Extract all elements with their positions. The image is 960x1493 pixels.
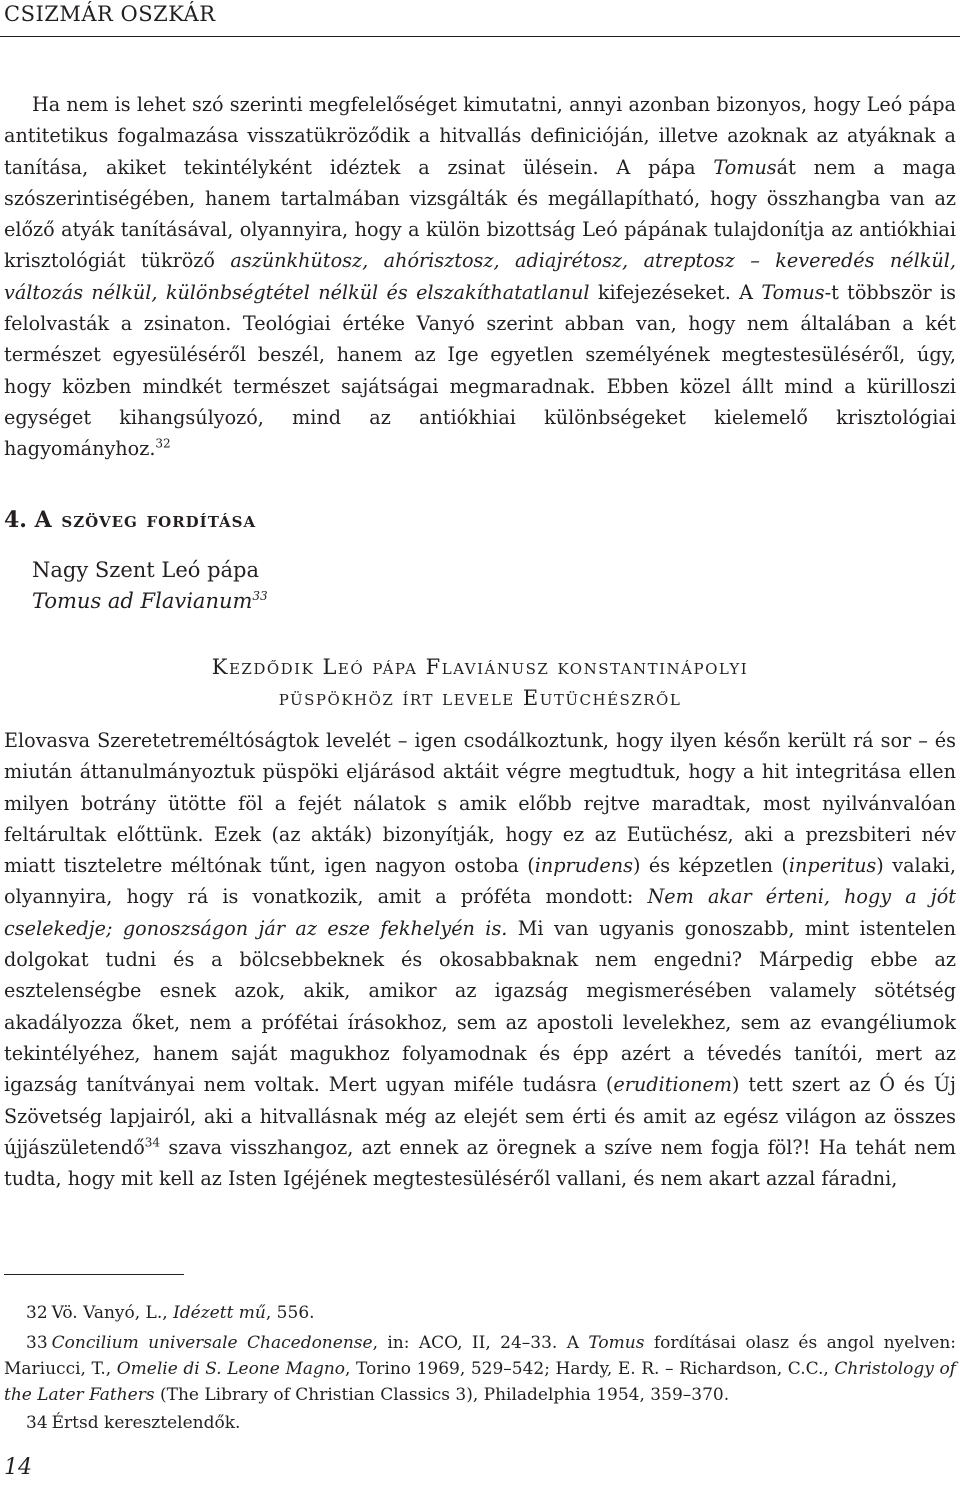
footnote-italic: Christology of the Later Fathers bbox=[4, 1359, 956, 1405]
p2-text-1: Elovasva Szeretetreméltóságtok levelét – igen csodálkoztunk, hogy ilyen későn került rá sor – és miután áttanulmányoztuk püspöki eljárásod aktáit végre megtudtuk, hogy a hit integritása ellen milyen botrány ütötte föl a fejét nálatok s amik előbb rejtve maradtak, most nyilvánvalóan feltárultak előttünk. Ezek (az akták) bizonyítják, hogy ez az Eutüchész, aki a prezsbiteri név miatt tiszteletre méltónak tűnt, igen nagyon ostoba ( bbox=[4, 729, 956, 878]
footnote-number: 33 bbox=[26, 1333, 48, 1353]
footnote-italic: Tomus bbox=[588, 1333, 645, 1353]
footnote-ref-34[interactable]: 34 bbox=[144, 1135, 161, 1150]
footnote-32 bbox=[26, 1300, 956, 1326]
p2-italic-inprudens: inprudens bbox=[534, 854, 633, 878]
footnote-italic: Concilium universale Chacedonense bbox=[51, 1333, 373, 1353]
footnote-text: , in: ACO, II, 24–33. A bbox=[372, 1333, 589, 1353]
p2-text-2: ) és képzetlen ( bbox=[632, 854, 789, 878]
p1-text-1: Ha nem is lehet szó szerinti megfelelőséget kimutatni, annyi azonban bizonyos, hogy Leó pápa antitetikus fogalmazása visszatükröződik a hitvallás definicióján, illetve azoknak az atyáknak a tanítása, akiket tekintélyként idéztek a zsinat ülésein. A pápa bbox=[4, 93, 956, 179]
section-heading bbox=[4, 507, 256, 533]
p1-italic-tomus-2: Tomus bbox=[761, 280, 825, 304]
footnote-text: fordításai olasz és angol nyelven: Mariucci, T., bbox=[4, 1333, 956, 1379]
footnote-33 bbox=[4, 1330, 956, 1408]
section-title: A szöveg fordítása bbox=[34, 507, 257, 533]
p2-text-3: ) valaki, olyannyira, hogy rá is vonatkozik, amit a próféta mondott: bbox=[4, 854, 956, 909]
running-header: CSIZMÁR OSZKÁR bbox=[4, 2, 216, 26]
p1-text-4: -t többször is felolvasták a zsinaton. Teológiai értéke Vanyó szerint abban van, hogy nem általában a két természet egyesüléséről beszél, hanem az Ige egyetlen személyének megtestesüléséről, úgy, hogy közben mindkét természet sajátságai megmaradnak. Ebben közel állt mind a kürilloszi egységet kihangsúlyozó, mind az antiókhiai különbségeket kielemelő krisztológiai hagyományhoz. bbox=[4, 280, 956, 461]
p2-text-5: ) tett szert az Ó és Új Szövetség lapjairól, aki a hitvallásnak még az elejét sem érti és amit az egész világon az összes újjászületendő bbox=[4, 1073, 956, 1159]
footnote-text: , 556. bbox=[265, 1303, 315, 1323]
footnote-text: , Torino 1969, 529–542; Hardy, E. R. – Richardson, C.C., bbox=[345, 1359, 835, 1379]
footnote-number: 34 bbox=[26, 1413, 48, 1433]
footnote-34 bbox=[26, 1410, 956, 1436]
p2-text-4: Mi van ugyanis gonoszabb, mint istentelen dolgokat tudni és a bölcsebbeknek és okosabbaknak nem engedni? Márpedig ebbe az esztelenségbe esnek azok, akik, amikor az igazság megismerésében valamely sötétség akadályozza őket, nem a prófétai írásokhoz, sem az apostoli levelekhez, sem az evangéliumok tekintélyéhez, hanem saját magukhoz folyamodnak és épp azért a tévedés tanítói, mert az igazság tanítványai nem voltak. Mert ugyan miféle tudásra ( bbox=[4, 916, 956, 1097]
footnote-italic: Idézett mű bbox=[173, 1303, 266, 1323]
page-number: 14 bbox=[4, 1455, 32, 1480]
footnote-text: Értsd keresztelendők. bbox=[51, 1413, 241, 1433]
work-title-line bbox=[32, 589, 268, 613]
footnote-rule bbox=[4, 1274, 184, 1275]
footnote-italic: Omelie di S. Leone Magno bbox=[116, 1359, 346, 1379]
footnote-ref-33[interactable]: 33 bbox=[252, 589, 268, 603]
body-paragraph-1 bbox=[4, 89, 956, 465]
work-title: Tomus ad Flavianum bbox=[32, 589, 253, 613]
work-author: Nagy Szent Leó pápa bbox=[32, 558, 260, 582]
p1-text-2: át nem a maga szószerintiségében, hanem tartalmában vizsgálták és megállapítható, hogy összhangba van az előző atyák tanításával, olyannyira, hogy a külön bizottság Leó pápának tulajdonítja az antiókhiai krisztológiát tükröző bbox=[4, 155, 956, 273]
p2-italic-quote: Nem akar érteni, hogy a jót cselekedje; gonoszságon jár az esze fekhelyén is. bbox=[4, 885, 956, 940]
p1-text-3: kifejezéseket. A bbox=[589, 280, 762, 304]
footnote-text: (The Library of Christian Classics 3), Philadelphia 1954, 359–370. bbox=[154, 1385, 730, 1405]
p1-italic-tomus: Tomus bbox=[713, 155, 777, 179]
footnote-number: 32 bbox=[26, 1303, 48, 1323]
p2-italic-inperitus: inperitus bbox=[788, 854, 877, 878]
body-paragraph-2 bbox=[4, 725, 956, 1194]
letter-title-line-1: Kezdődik Leó pápa Flaviánusz konstantinápolyi bbox=[211, 655, 749, 679]
p2-text-6: szava visszhangoz, azt ennek az öregnek a szíve nem fogja föl?! Ha tehát nem tudta, hogy mit kell az Isten Igéjének megtestesüléséről vallani, és nem akart azzal fáradni, bbox=[4, 1135, 956, 1191]
letter-title-line-2: püspökhöz írt levele Eutüchészről bbox=[278, 686, 682, 710]
section-number: 4. bbox=[4, 507, 27, 533]
footnote-ref-32[interactable]: 32 bbox=[155, 436, 171, 451]
footnote-text: Vö. Vanyó, L., bbox=[51, 1303, 174, 1323]
p2-italic-eruditionem: eruditionem bbox=[613, 1073, 733, 1097]
header-rule bbox=[0, 36, 960, 37]
p1-italic-greek-terms: aszünkhütosz, ahórisztosz, adiajrétosz, atreptosz – keveredés nélkül, változás nélkül, különbségtétel nélkül és elszakíthatatlanul bbox=[4, 249, 956, 304]
